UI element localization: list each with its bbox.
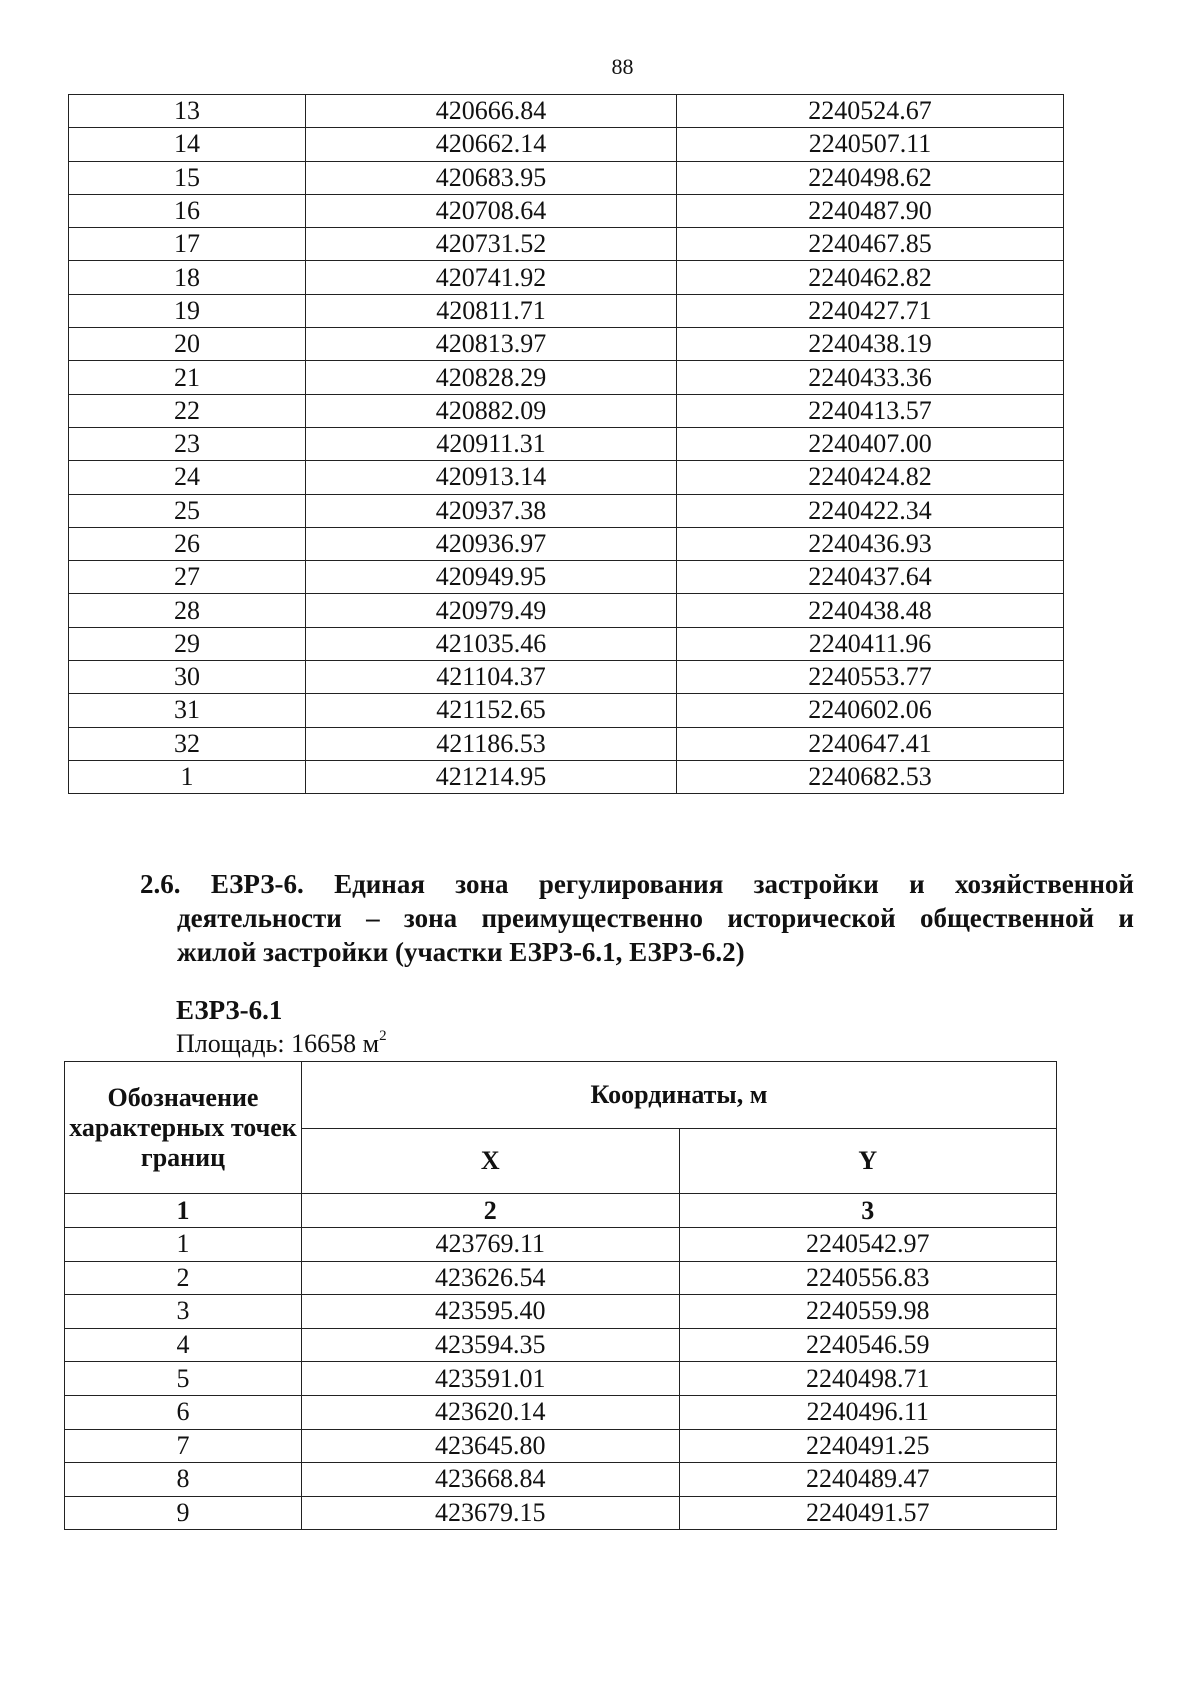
x-coordinate-cell: 423645.80 <box>302 1429 680 1463</box>
heading-word: исторической <box>727 903 896 933</box>
table-row <box>69 661 1064 694</box>
point-number-cell: 27 <box>69 561 306 594</box>
table-row <box>69 594 1064 627</box>
table-row <box>69 427 1064 460</box>
x-coordinate-cell: 420913.14 <box>306 461 677 494</box>
x-coordinate-cell: 423679.15 <box>302 1496 680 1530</box>
header-x: X <box>302 1129 680 1194</box>
area-label <box>176 1028 387 1059</box>
point-number-cell: 20 <box>69 328 306 361</box>
column-number-row <box>65 1194 1057 1228</box>
y-coordinate-cell: 2240647.41 <box>677 727 1064 760</box>
y-coordinate-cell: 2240498.62 <box>677 161 1064 194</box>
heading-word: зона <box>403 903 458 933</box>
subsection-title: ЕЗРЗ-6.1 <box>176 995 283 1025</box>
point-number-cell: 22 <box>69 394 306 427</box>
point-number-cell: 6 <box>65 1395 302 1429</box>
table-row <box>65 1328 1057 1362</box>
x-coordinate-cell: 420813.97 <box>306 328 677 361</box>
y-coordinate-cell: 2240437.64 <box>677 561 1064 594</box>
x-coordinate-cell: 423626.54 <box>302 1261 680 1295</box>
table-row <box>69 627 1064 660</box>
x-coordinate-cell: 420708.64 <box>306 194 677 227</box>
y-coordinate-cell: 2240487.90 <box>677 194 1064 227</box>
y-coordinate-cell: 2240427.71 <box>677 294 1064 327</box>
table-row <box>69 228 1064 261</box>
x-coordinate-cell: 420683.95 <box>306 161 677 194</box>
coordinates-table-continued <box>68 94 1064 794</box>
y-coordinate-cell: 2240546.59 <box>679 1328 1057 1362</box>
y-coordinate-cell: 2240436.93 <box>677 527 1064 560</box>
table-row <box>65 1496 1057 1530</box>
heading-word: и <box>1118 903 1134 933</box>
heading-word: деятельности <box>177 903 342 933</box>
column-number: 1 <box>65 1194 302 1228</box>
section-heading-line-2 <box>140 901 1134 935</box>
heading-word: общественной <box>919 903 1095 933</box>
y-coordinate-cell: 2240559.98 <box>679 1295 1057 1329</box>
column-number: 3 <box>679 1194 1057 1228</box>
table-row <box>69 694 1064 727</box>
y-coordinate-cell: 2240491.57 <box>679 1496 1057 1530</box>
y-coordinate-cell: 2240556.83 <box>679 1261 1057 1295</box>
x-coordinate-cell: 423769.11 <box>302 1228 680 1262</box>
header-point-designation: Обозначение характерных точек границ <box>65 1062 302 1194</box>
table-row <box>65 1362 1057 1396</box>
point-number-cell: 14 <box>69 128 306 161</box>
point-number-cell: 5 <box>65 1362 302 1396</box>
table-row <box>65 1463 1057 1497</box>
point-number-cell: 16 <box>69 194 306 227</box>
heading-word: регулирования <box>538 869 724 899</box>
area-value: Площадь: 16658 м <box>176 1029 380 1058</box>
point-number-cell: 15 <box>69 161 306 194</box>
point-number-cell: 32 <box>69 727 306 760</box>
y-coordinate-cell: 2240524.67 <box>677 95 1064 128</box>
point-number-cell: 8 <box>65 1463 302 1497</box>
table-row <box>69 394 1064 427</box>
table-row <box>65 1261 1057 1295</box>
point-number-cell: 1 <box>69 760 306 793</box>
y-coordinate-cell: 2240407.00 <box>677 427 1064 460</box>
point-number-cell: 23 <box>69 427 306 460</box>
x-coordinate-cell: 421035.46 <box>306 627 677 660</box>
x-coordinate-cell: 420741.92 <box>306 261 677 294</box>
point-number-cell: 21 <box>69 361 306 394</box>
point-number-cell: 18 <box>69 261 306 294</box>
table-row <box>69 328 1064 361</box>
point-number-cell: 2 <box>65 1261 302 1295</box>
x-coordinate-cell: 420828.29 <box>306 361 677 394</box>
heading-word: – <box>366 903 380 933</box>
point-number-cell: 9 <box>65 1496 302 1530</box>
heading-word: и <box>909 869 925 899</box>
x-coordinate-cell: 423620.14 <box>302 1395 680 1429</box>
y-coordinate-cell: 2240489.47 <box>679 1463 1057 1497</box>
x-coordinate-cell: 423595.40 <box>302 1295 680 1329</box>
area-unit-superscript: 2 <box>379 1028 387 1044</box>
table-row <box>69 194 1064 227</box>
point-number-cell: 25 <box>69 494 306 527</box>
point-number-cell: 24 <box>69 461 306 494</box>
table-row <box>69 527 1064 560</box>
x-coordinate-cell: 420811.71 <box>306 294 677 327</box>
x-coordinate-cell: 420937.38 <box>306 494 677 527</box>
y-coordinate-cell: 2240498.71 <box>679 1362 1057 1396</box>
point-number-cell: 4 <box>65 1328 302 1362</box>
point-number-cell: 3 <box>65 1295 302 1329</box>
table-row <box>69 361 1064 394</box>
y-coordinate-cell: 2240467.85 <box>677 228 1064 261</box>
table-row <box>65 1228 1057 1262</box>
point-number-cell: 31 <box>69 694 306 727</box>
x-coordinate-cell: 420911.31 <box>306 427 677 460</box>
y-coordinate-cell: 2240542.97 <box>679 1228 1057 1262</box>
heading-word: 2.6. <box>140 869 181 899</box>
table-row <box>65 1395 1057 1429</box>
x-coordinate-cell: 420662.14 <box>306 128 677 161</box>
x-coordinate-cell: 420949.95 <box>306 561 677 594</box>
section-heading <box>140 867 1134 969</box>
y-coordinate-cell: 2240462.82 <box>677 261 1064 294</box>
y-coordinate-cell: 2240424.82 <box>677 461 1064 494</box>
table-row <box>65 1429 1057 1463</box>
table-row <box>69 494 1064 527</box>
heading-word: зона <box>455 869 509 899</box>
heading-word: Единая <box>334 869 425 899</box>
y-coordinate-cell: 2240682.53 <box>677 760 1064 793</box>
point-number-cell: 7 <box>65 1429 302 1463</box>
point-number-cell: 13 <box>69 95 306 128</box>
table-row <box>69 95 1064 128</box>
table-row <box>65 1295 1057 1329</box>
y-coordinate-cell: 2240422.34 <box>677 494 1064 527</box>
table-row <box>69 760 1064 793</box>
table-row <box>69 461 1064 494</box>
x-coordinate-cell: 420666.84 <box>306 95 677 128</box>
heading-word: ЕЗРЗ-6. <box>210 869 304 899</box>
point-number-cell: 26 <box>69 527 306 560</box>
table-row <box>69 161 1064 194</box>
x-coordinate-cell: 421152.65 <box>306 694 677 727</box>
coordinates-table <box>64 1061 1057 1530</box>
table-row <box>69 261 1064 294</box>
section-heading-line-1 <box>140 867 1134 901</box>
x-coordinate-cell: 420882.09 <box>306 394 677 427</box>
section-heading-line-3: жилой застройки (участки ЕЗРЗ-6.1, ЕЗРЗ-6.2) <box>177 937 745 967</box>
table-row <box>69 294 1064 327</box>
point-number-cell: 1 <box>65 1228 302 1262</box>
table-row <box>69 561 1064 594</box>
point-number-cell: 19 <box>69 294 306 327</box>
y-coordinate-cell: 2240438.48 <box>677 594 1064 627</box>
x-coordinate-cell: 420979.49 <box>306 594 677 627</box>
x-coordinate-cell: 421214.95 <box>306 760 677 793</box>
y-coordinate-cell: 2240602.06 <box>677 694 1064 727</box>
x-coordinate-cell: 423594.35 <box>302 1328 680 1362</box>
x-coordinate-cell: 420731.52 <box>306 228 677 261</box>
y-coordinate-cell: 2240413.57 <box>677 394 1064 427</box>
table-row <box>69 727 1064 760</box>
page-number: 88 <box>611 54 634 79</box>
header-coordinates: Координаты, м <box>302 1062 1057 1129</box>
table-row <box>69 128 1064 161</box>
x-coordinate-cell: 423591.01 <box>302 1362 680 1396</box>
y-coordinate-cell: 2240433.36 <box>677 361 1064 394</box>
y-coordinate-cell: 2240411.96 <box>677 627 1064 660</box>
header-y: Y <box>679 1129 1057 1194</box>
y-coordinate-cell: 2240553.77 <box>677 661 1064 694</box>
x-coordinate-cell: 423668.84 <box>302 1463 680 1497</box>
point-number-cell: 29 <box>69 627 306 660</box>
x-coordinate-cell: 420936.97 <box>306 527 677 560</box>
y-coordinate-cell: 2240507.11 <box>677 128 1064 161</box>
point-number-cell: 30 <box>69 661 306 694</box>
column-number: 2 <box>302 1194 680 1228</box>
point-number-cell: 28 <box>69 594 306 627</box>
x-coordinate-cell: 421186.53 <box>306 727 677 760</box>
heading-word: преимущественно <box>481 903 704 933</box>
x-coordinate-cell: 421104.37 <box>306 661 677 694</box>
y-coordinate-cell: 2240438.19 <box>677 328 1064 361</box>
point-number-cell: 17 <box>69 228 306 261</box>
y-coordinate-cell: 2240491.25 <box>679 1429 1057 1463</box>
heading-word: застройки <box>753 869 879 899</box>
heading-word: хозяйственной <box>954 869 1134 899</box>
y-coordinate-cell: 2240496.11 <box>679 1395 1057 1429</box>
